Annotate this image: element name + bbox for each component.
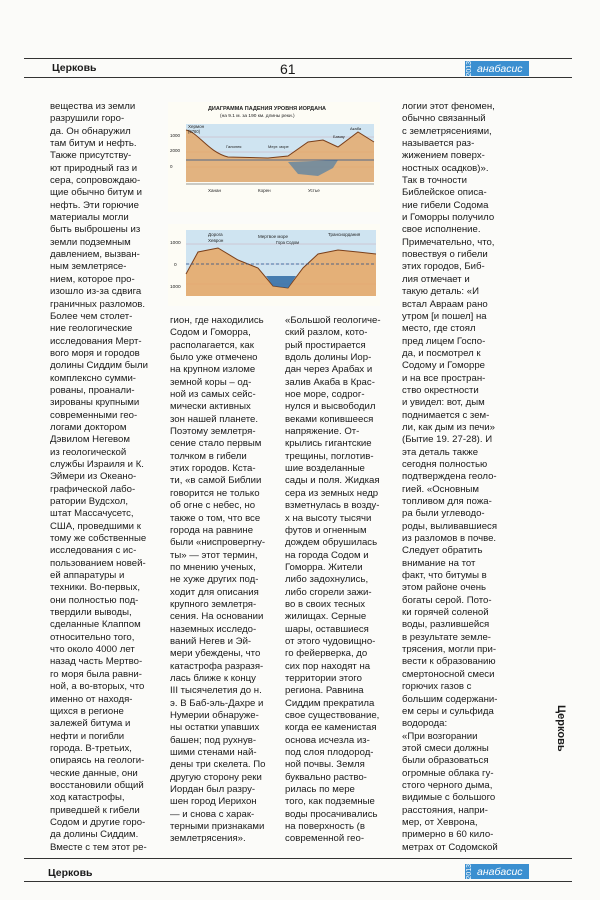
text-line: ваний Негев и Эй- xyxy=(170,635,252,647)
text-line: ние геологические xyxy=(50,323,133,335)
text-line: зированы крупными xyxy=(50,397,140,409)
text-line: земли подземным xyxy=(50,236,131,248)
text-line: вести к образованию xyxy=(402,656,496,668)
jordan-level-diagram xyxy=(168,102,380,212)
text-line: тому же собственные xyxy=(50,533,147,545)
text-line: лась ближе к концу xyxy=(170,672,256,684)
text-line: сады и поля. Жидкая xyxy=(285,475,380,487)
text-line: логами доктором xyxy=(50,421,127,433)
text-line: топливом для пожа- xyxy=(402,496,492,507)
text-line: ны остатки упавших xyxy=(170,722,260,734)
text-line: залив Акаба в Крас- xyxy=(285,376,375,388)
text-line: дождем обрушилась xyxy=(285,537,378,549)
text-line: повествуя о гибели xyxy=(402,249,488,261)
footer-bottom-rule xyxy=(24,881,572,882)
text-line: взметнулась в возду- xyxy=(285,500,380,512)
text-line: зон нашей планете. xyxy=(170,413,259,425)
text-line: относительно того, xyxy=(50,631,135,643)
text-line: логии этот феномен, xyxy=(402,101,495,112)
text-line: на поверхность (в xyxy=(285,821,365,833)
text-line: футов и огненным xyxy=(285,524,367,536)
text-line: «При возгорании xyxy=(402,730,478,742)
text-line: Содому и Гоморре xyxy=(402,360,486,372)
text-line: по мнению ученых, xyxy=(170,561,256,573)
footer-section-title: Церковь xyxy=(48,867,93,879)
text-line: Библейское описа- xyxy=(402,187,487,199)
text-line: щие обычно битум и xyxy=(50,187,142,199)
text-line: подтверждена геоло- xyxy=(402,471,497,483)
text-line: ной из самых сейс- xyxy=(170,389,256,401)
diagram-tick: 0 xyxy=(170,164,173,169)
text-line: место, где стоял xyxy=(402,323,476,335)
text-line: вещества из земли xyxy=(50,101,136,112)
text-line: на города Содом и xyxy=(285,549,369,561)
text-line: Гоморра. Жители xyxy=(285,561,363,573)
diagram-label: Хермон xyxy=(188,124,205,129)
text-line: залежей битума и xyxy=(50,718,131,730)
text-line: города. В-третьих, xyxy=(50,742,132,754)
text-line: графической лабо- xyxy=(50,483,136,495)
text-line: трещины, поглотив- xyxy=(285,450,374,462)
section-label: Мертвое море xyxy=(258,234,288,239)
text-line: ты» — этот термин, xyxy=(170,549,258,561)
text-line: именно от находя- xyxy=(50,693,133,705)
text-line: — и снова с харак- xyxy=(170,808,255,820)
text-line: ей аппаратуры и xyxy=(50,570,125,582)
text-line: этих городов, Биб- xyxy=(402,261,485,273)
text-line: обычно связанный xyxy=(402,113,486,125)
text-line: роды, выливавшиеся xyxy=(402,520,498,532)
text-line: жижением поверх- xyxy=(402,150,485,162)
text-line: территории этого xyxy=(285,672,362,684)
dead-sea-cross-section xyxy=(168,224,380,306)
text-line: богаты серой. Пото- xyxy=(402,594,492,606)
text-line: давлением, вызван- xyxy=(50,249,140,261)
section-label: Дорога xyxy=(208,232,223,237)
text-line: пользованием новей- xyxy=(50,557,146,569)
text-line: располагается, как xyxy=(170,339,254,351)
text-line: гией. «Основным xyxy=(402,483,479,495)
text-line: свое исполнение. xyxy=(402,224,481,236)
text-line: материалы могли xyxy=(50,212,129,224)
text-line: огромные облака гу- xyxy=(402,767,494,779)
text-line: разрушили горо- xyxy=(50,113,125,125)
text-line: шен город Иерихон xyxy=(170,796,257,808)
text-line: гион, где находились xyxy=(170,315,264,326)
text-line: Иордан был разру- xyxy=(170,784,256,796)
text-line: факт, что битумы в xyxy=(402,570,487,582)
text-line: ский разлом, кото- xyxy=(285,327,368,339)
text-line: крылись гигантские xyxy=(285,438,372,450)
text-line: этих городов. Кста- xyxy=(170,463,256,475)
section-tick: 1000 xyxy=(170,285,181,290)
text-line: комплексно сумми- xyxy=(50,372,136,384)
text-line: Эймери из Океано- xyxy=(50,471,137,483)
text-line: такую деталь: «И xyxy=(402,286,479,298)
text-line: штат Массачусетс, xyxy=(50,508,134,520)
text-line: что около 4000 лет xyxy=(50,644,135,656)
text-line: шие возделанные xyxy=(285,463,365,475)
text-line: Нумерии обнаруже- xyxy=(170,710,259,721)
text-line: смертоносной смеси xyxy=(402,668,495,680)
text-line: крупного землетря- xyxy=(170,598,257,610)
text-line: катастрофа разразя- xyxy=(170,660,264,672)
text-line: и Гоморры получило xyxy=(402,212,495,224)
footer-top-rule xyxy=(24,858,572,859)
text-line: шими стенами най- xyxy=(170,747,257,759)
text-line: ем серы и сульфида xyxy=(402,705,494,717)
text-line: башен; под рухнув- xyxy=(170,734,257,746)
text-line: приведшей к гибели xyxy=(50,804,140,816)
text-line: из разломов в почве. xyxy=(402,533,497,545)
text-column-1 xyxy=(50,101,160,854)
text-line: ход катастрофы, xyxy=(50,792,125,804)
diagram-label: Устье xyxy=(308,188,320,193)
text-line: Дэвилом Негевом xyxy=(50,434,130,446)
text-line: терными признаками xyxy=(170,821,265,833)
text-line: трясения, могли при- xyxy=(402,644,497,656)
text-line: на крупном изломе xyxy=(170,364,256,376)
text-line: также о том, что все xyxy=(170,512,261,524)
text-line: быть выброшены из xyxy=(50,224,141,236)
header-year: 2013 xyxy=(466,60,473,77)
text-line: рилась по мере xyxy=(285,784,355,796)
text-line: назад часть Мертво- xyxy=(50,656,143,668)
section-tick: 1000 xyxy=(170,241,181,246)
text-line: основа исчезла из- xyxy=(285,734,370,746)
text-line: большим содержани- xyxy=(402,693,498,705)
text-line: региона. Равнина xyxy=(285,685,364,697)
text-line: нефти и погибли xyxy=(50,730,125,742)
text-line: и на все простран- xyxy=(402,372,486,384)
text-line: граничных разломов. xyxy=(50,298,146,310)
text-line: от этого чудовищно- xyxy=(285,635,376,647)
text-line: водорода: xyxy=(402,718,448,730)
text-line: примерно в 60 кило- xyxy=(402,829,494,841)
text-line: города на равнине xyxy=(170,524,254,536)
text-line: нулся и высвободил xyxy=(285,401,376,413)
text-line: были образоваться xyxy=(402,755,489,767)
text-line: (Бытие 19. 27-28). И xyxy=(402,434,493,446)
text-line: ной почвы. Земля xyxy=(285,759,365,771)
text-line: ческие данные, они xyxy=(50,767,138,779)
diagram-tick: 1000 xyxy=(170,133,181,138)
section-label: Трансиордания xyxy=(328,232,361,237)
text-line: они полностью под- xyxy=(50,594,139,606)
text-line: го моря была равни- xyxy=(50,668,142,680)
text-line: ют природный газ и xyxy=(50,162,138,174)
text-line: земной коры – од- xyxy=(170,376,252,388)
text-line: опираясь на геологи- xyxy=(50,755,145,767)
text-line: х на высоту тысячи xyxy=(285,512,372,524)
text-line: эта деталь также xyxy=(402,446,479,458)
text-line: были «ниспровергну- xyxy=(170,537,266,549)
footer-brand-name: анабасис xyxy=(477,865,523,878)
text-line: мер, от Хеврона, xyxy=(402,816,478,828)
text-line: называется раз- xyxy=(402,138,475,150)
text-line: ки горячей соленой xyxy=(402,607,489,619)
text-column-2 xyxy=(170,315,278,846)
text-line: в результате земле- xyxy=(402,631,491,643)
text-line: Следует обратить xyxy=(402,545,483,557)
text-line: говорится не только xyxy=(170,487,260,499)
text-line: под слоя плодород- xyxy=(285,747,374,759)
footer-year: 2013 xyxy=(466,863,473,880)
text-line: там битум и нефть. xyxy=(50,138,137,150)
section-tick: 0 xyxy=(174,263,177,268)
text-line: восстановили общий xyxy=(50,779,144,791)
text-line: ной, а во-вторых, что xyxy=(50,681,145,693)
text-line: Более чем столет- xyxy=(50,310,133,322)
text-column-3 xyxy=(285,315,395,846)
text-line: Также присутству- xyxy=(50,150,132,162)
diagram-subtitle: (на 9.1 м. за 190 км. длины реки.) xyxy=(220,114,295,119)
text-line: ние гибели Содома xyxy=(402,199,489,211)
diagram-label: Акаба xyxy=(350,126,362,131)
text-line: службы Израиля и К. xyxy=(50,458,144,470)
text-line: Так в точности xyxy=(402,175,467,187)
text-column-4 xyxy=(402,101,514,854)
text-line: воды, разлившейся xyxy=(402,619,490,631)
text-line: когда ее каменистая xyxy=(285,722,377,734)
text-line: да долины Сиддим. xyxy=(50,829,139,841)
text-line: ным землетрясе- xyxy=(50,261,127,273)
text-line: Поэтому землетря- xyxy=(170,426,256,438)
text-line: ностных осадков)». xyxy=(402,162,489,174)
text-line: сера, сопровождаю- xyxy=(50,175,141,187)
text-line: наземных исследо- xyxy=(170,623,257,635)
text-line: дан через Арабах и xyxy=(285,364,373,376)
text-line: не хуже других под- xyxy=(170,574,259,586)
text-line: ратории Вудсхол, xyxy=(50,496,129,507)
page-number: 61 xyxy=(280,61,296,77)
text-line: го фейерверка, до xyxy=(285,648,368,660)
text-line: сих пор находят на xyxy=(285,660,371,672)
text-line: современной гео- xyxy=(285,833,365,845)
text-line: Примечательно, что, xyxy=(402,236,495,248)
text-line: и увидел: вот, дым xyxy=(402,397,485,409)
text-line: Сиддим прекратила xyxy=(285,697,375,709)
text-line: ра были углеводо- xyxy=(402,508,485,520)
text-line: нефть. Эти горючие xyxy=(50,199,139,211)
text-line: мери убеждены, что xyxy=(170,648,261,660)
text-line: сера из земных недр xyxy=(285,487,379,499)
section-label: Хеврон xyxy=(208,238,224,243)
diagram-label: Ханан xyxy=(208,188,221,193)
text-line: землетрясения». xyxy=(170,833,246,845)
diagram-label: Корен xyxy=(258,188,271,193)
text-line: встал Авраам рано xyxy=(402,298,488,310)
text-line: буквально раство- xyxy=(285,771,367,783)
text-line: стого черного дыма, xyxy=(402,779,493,791)
header-brand-name: анабасис xyxy=(477,62,523,75)
text-line: этой смеси должны xyxy=(402,742,489,754)
text-line: ли, как дым из печи» xyxy=(402,421,495,433)
text-line: утром [и пошел] на xyxy=(402,310,487,322)
text-line: другую сторону реки xyxy=(170,771,262,783)
text-line: Содом и другие горо- xyxy=(50,816,146,828)
text-line: шары, оставшиеся xyxy=(285,623,369,635)
text-line: современными гео- xyxy=(50,409,138,421)
diagram-label: (9760) xyxy=(188,129,201,134)
diagram-label: Мерт. море xyxy=(268,144,289,149)
text-line: воды просачивались xyxy=(285,808,378,820)
text-line: рованы, проанали- xyxy=(50,384,135,396)
text-line: напряжение. От- xyxy=(285,426,360,438)
text-line: нием, которое про- xyxy=(50,273,135,285)
text-line: лия отмечает и xyxy=(402,273,470,285)
text-line: расстояния, напри- xyxy=(402,804,488,816)
text-line: свое существование, xyxy=(285,710,380,721)
text-line: об огне с небес, но xyxy=(170,500,256,512)
text-line: мически активных xyxy=(170,401,251,413)
text-line: метрах от Содомской xyxy=(402,841,498,853)
text-line: Содом и Гоморра, xyxy=(170,327,251,339)
header-bottom-rule xyxy=(24,77,572,78)
text-line: щихся в регионе xyxy=(50,705,124,717)
footer-brand-badge xyxy=(465,864,529,879)
text-line: ходит для описания xyxy=(170,586,259,598)
text-line: сения. На основании xyxy=(170,611,264,623)
text-line: ство окрестности xyxy=(402,384,479,396)
text-line: вого моря и городов xyxy=(50,347,140,359)
diagram-label: Бамау xyxy=(333,134,345,139)
text-line: толчком в гибели xyxy=(170,450,247,462)
text-line: внимание на тот xyxy=(402,557,476,569)
text-line: жилищах. Серные xyxy=(285,611,367,623)
diagram-label: Галилея xyxy=(226,144,242,149)
diagram-title: ДИАГРАММА ПАДЕНИЯ УРОВНЯ ИОРДАНА xyxy=(208,106,327,112)
text-line: изошло из-за сдвига xyxy=(50,286,142,298)
text-line: было уже отмечено xyxy=(170,352,258,364)
text-line: веками копившееся xyxy=(285,413,374,425)
text-line: ти, «в самой Библии xyxy=(170,475,262,487)
text-line: да. Он обнаружил xyxy=(50,125,131,137)
text-line: да, и посмотрел к xyxy=(402,347,481,359)
text-line: из геологической xyxy=(50,446,127,458)
text-line: э. В Баб-эль-Дахре и xyxy=(170,697,264,709)
text-line: техники. Во-первых, xyxy=(50,582,141,594)
text-line: сегодня полностью xyxy=(402,458,488,470)
text-line: пред лицем Госпо- xyxy=(402,335,486,347)
text-line: твердили выводы, xyxy=(50,607,132,619)
text-line: исследования с ис- xyxy=(50,545,137,557)
text-line: III тысячелетия до н. xyxy=(170,685,262,697)
text-line: исследования Мерт- xyxy=(50,335,142,347)
text-line: этом районе очень xyxy=(402,582,486,594)
text-line: сделанные Клаппом xyxy=(50,619,141,631)
text-line: ное море, содрог- xyxy=(285,389,365,401)
header-brand-badge xyxy=(465,61,529,76)
text-line: видимые с большого xyxy=(402,792,496,804)
text-line: горючих газов с xyxy=(402,681,472,693)
text-line: вдоль долины Иор- xyxy=(285,352,372,364)
diagram-tick: 2000 xyxy=(170,148,181,153)
text-line: во в своих тесных xyxy=(285,598,366,610)
text-line: долины Сиддим были xyxy=(50,360,148,372)
text-line: сение стало первым xyxy=(170,438,262,450)
text-line: либо задохнулись, xyxy=(285,574,369,586)
header-section-title: Церковь xyxy=(52,62,97,74)
text-line: либо сгорели зажи- xyxy=(285,586,372,598)
text-line: с землетрясениями, xyxy=(402,125,492,137)
header-top-rule xyxy=(24,58,572,59)
text-line: США, проведшими к xyxy=(50,520,141,532)
side-section-label: Церковь xyxy=(555,705,567,752)
text-line: дены три скелета. По xyxy=(170,759,266,771)
text-line: Вместе с тем этот ре- xyxy=(50,841,147,853)
text-line: «Большой геологиче- xyxy=(285,315,381,326)
section-label: Гора Содом xyxy=(276,240,300,245)
text-line: поднимается с зем- xyxy=(402,409,490,421)
text-line: того, как подземные xyxy=(285,796,375,808)
text-line: рый простирается xyxy=(285,339,366,351)
